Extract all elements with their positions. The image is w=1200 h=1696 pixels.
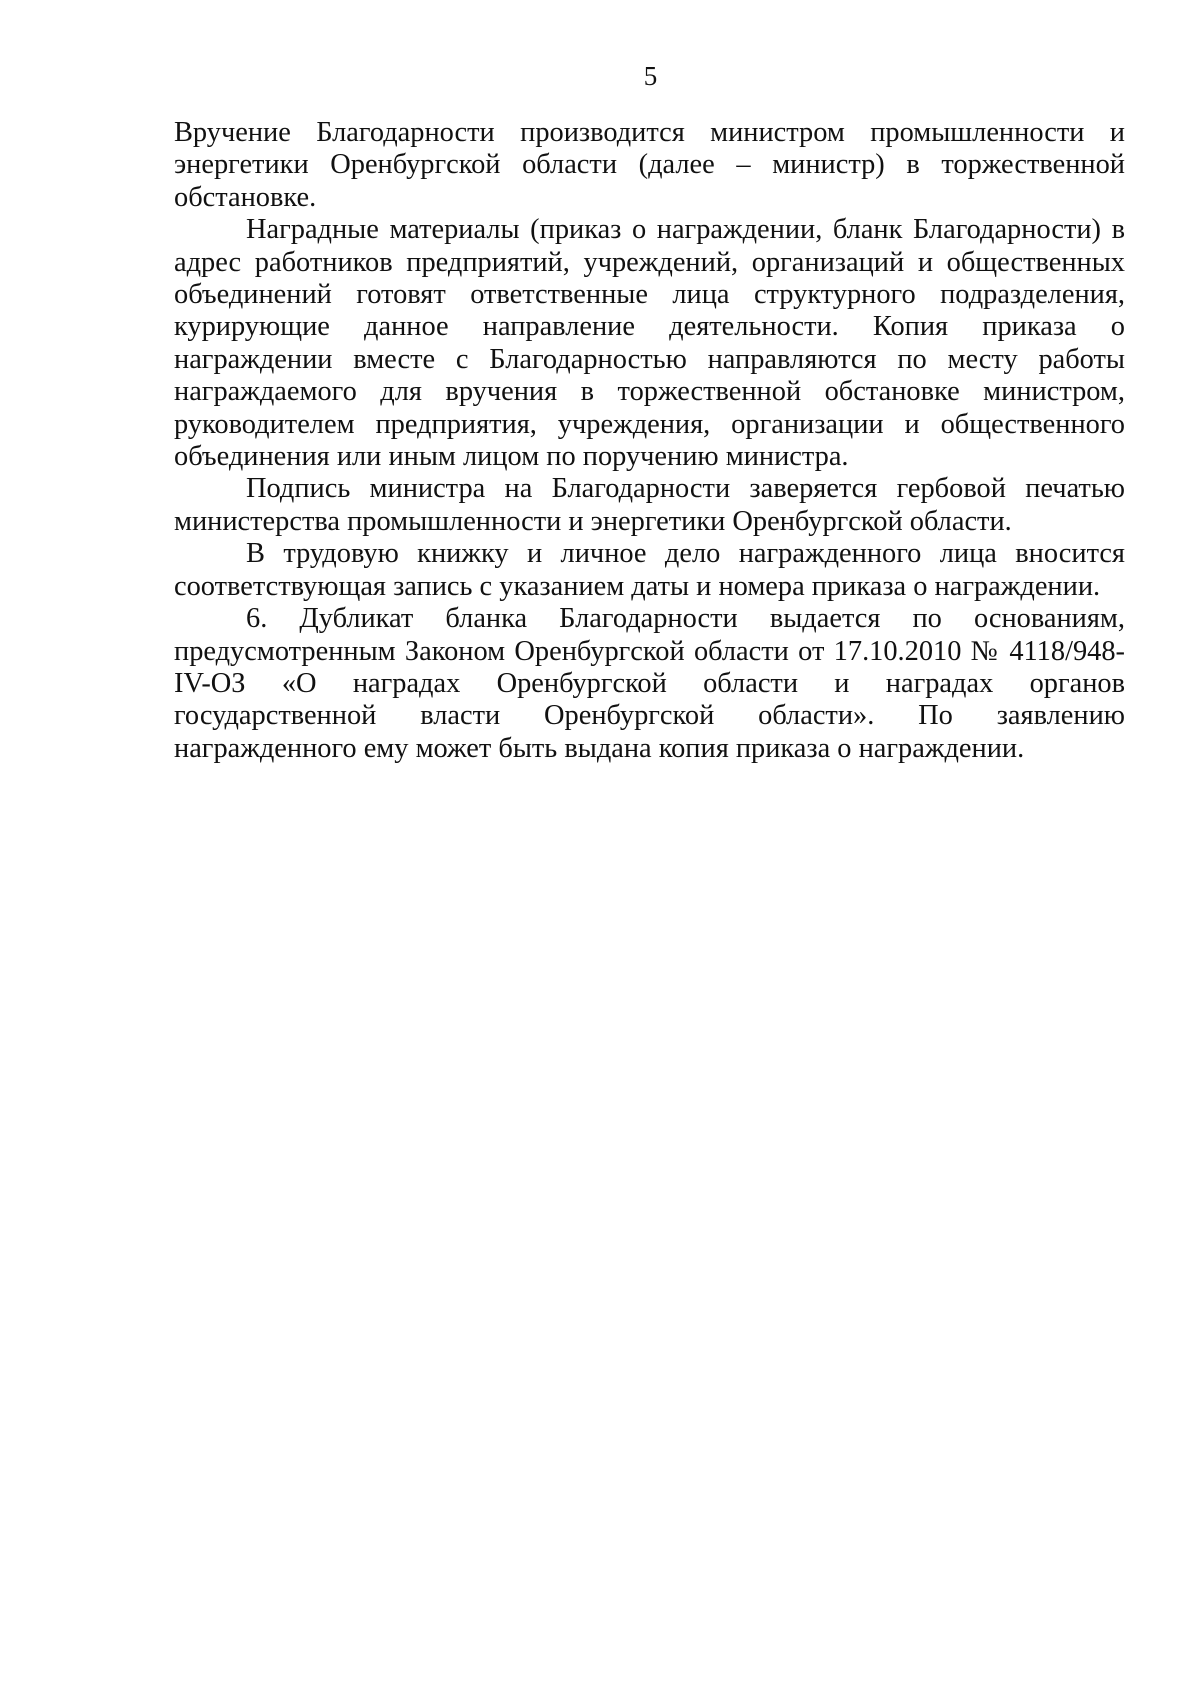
- paragraph-award-materials: Наградные материалы (приказ о награждении, бланк Благодарности) в адрес работников предприятий, учреждений, организаций и общественных объединений готовят ответственные лица структурного подразделения, курирующие данное направление деятельности. Копия приказа о награждении вместе с Благодарностью направляются по месту работы награждаемого для вручения в торжественной обстановке министром, руководителем предприятия, учреждения, организации и общественного объединения или иным лицом по поручению министра.: [174, 214, 1125, 473]
- paragraph-signature-seal: Подпись министра на Благодарности заверяется гербовой печатью министерства промышленности и энергетики Оренбургской области.: [174, 473, 1125, 537]
- paragraph-employment-record: В трудовую книжку и личное дело награжденного лица вносится соответствующая запись с указанием даты и номера приказа о награждении.: [174, 538, 1125, 602]
- document-body: [174, 117, 1125, 765]
- page-number: 5: [643, 61, 658, 91]
- paragraph-presentation: Вручение Благодарности производится министром промышленности и энергетики Оренбургской области (далее – министр) в торжественной обстановке.: [174, 117, 1125, 213]
- paragraph-duplicate: 6. Дубликат бланка Благодарности выдается по основаниям, предусмотренным Законом Оренбургской области от 17.10.2010 № 4118/948-IV-ОЗ «О наградах Оренбургской области и наградах органов государственной власти Оренбургской области». По заявлению награжденного ему может быть выдана копия приказа о награждении.: [174, 603, 1125, 764]
